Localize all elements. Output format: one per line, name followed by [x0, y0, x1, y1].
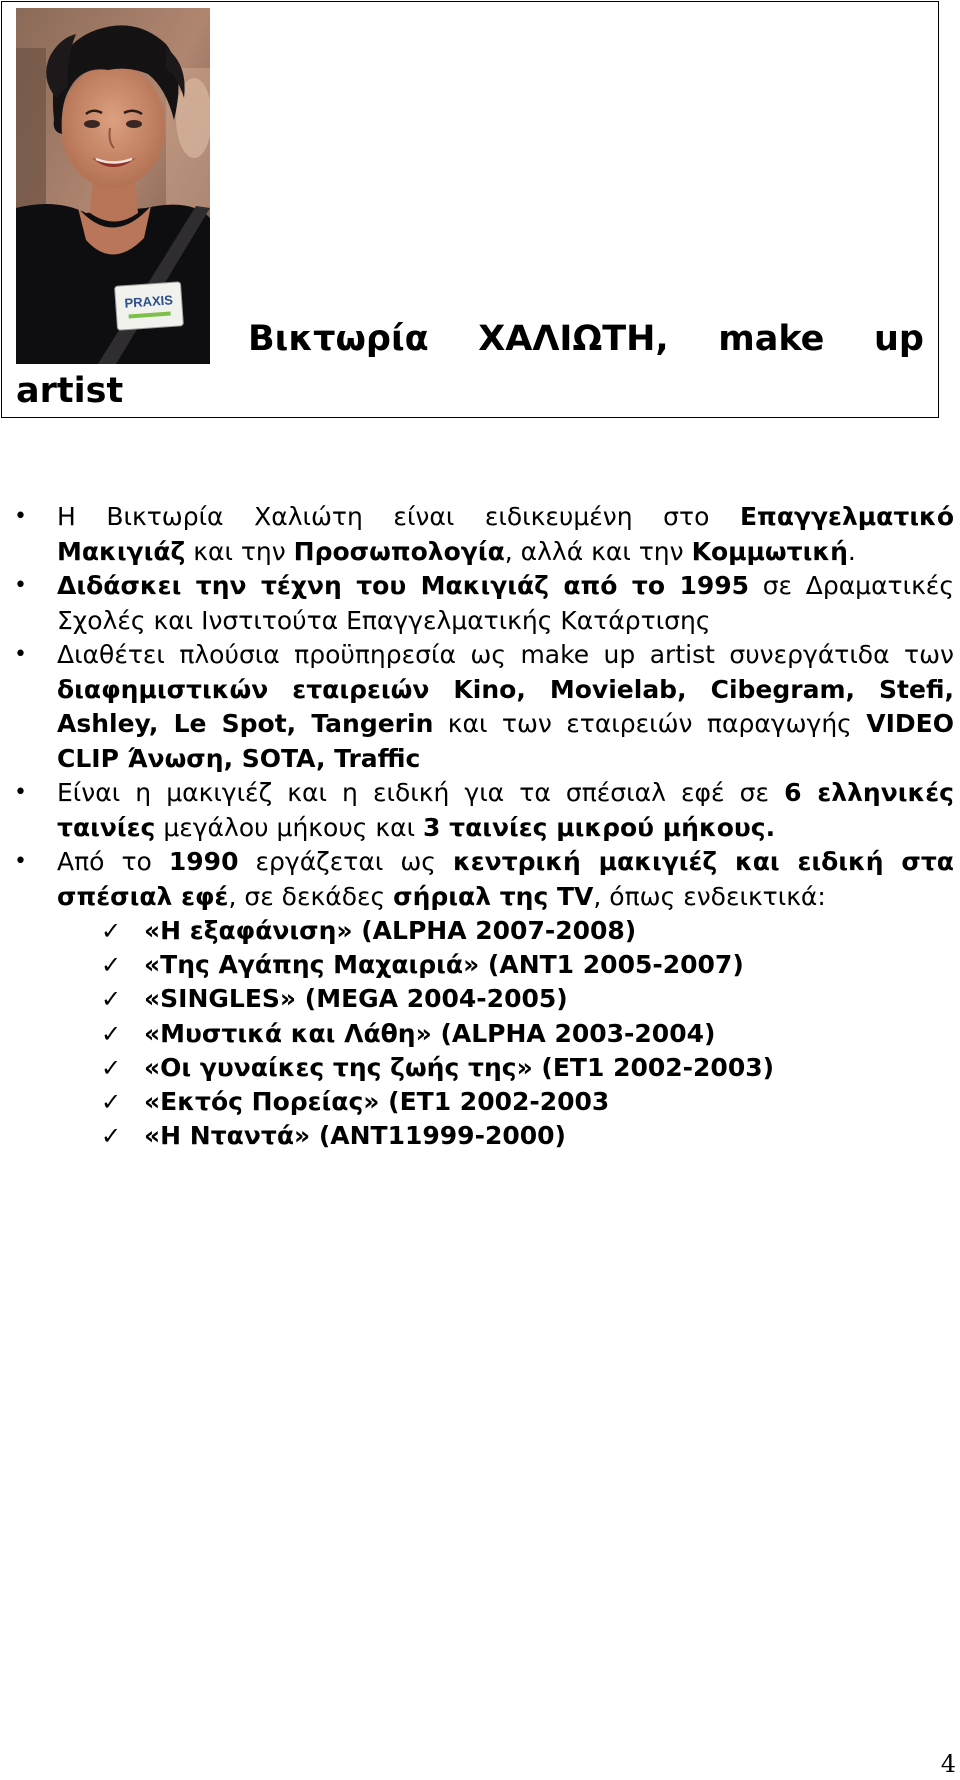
tv-series-text: «Εκτός Πορείας» (ET1 2002-2003 [144, 1087, 610, 1117]
text-run: . [847, 536, 856, 566]
face [61, 64, 165, 188]
bullet-item [0, 845, 960, 1153]
title-line1 [248, 319, 924, 359]
checkmark-icon: ✓ [101, 1019, 122, 1048]
bold-text-run: κεντρική μακιγιέζ και ειδική στα σπέσιαλ εφέ [57, 847, 954, 911]
bold-text-run: Διδάσκει την τέχνη του Μακιγιάζ από το 1995 [57, 571, 750, 600]
tv-series-text: «Η Νταντά» (ANT11999-2000) [144, 1121, 566, 1151]
text-run: Είναι η μακιγιέζ και η ειδική για τα σπέσιαλ εφέ σε [57, 778, 785, 807]
tv-series-item [0, 948, 954, 982]
portrait-photo [16, 8, 210, 364]
tv-series-text: «Οι γυναίκες της ζωής της» (ET1 2002-2003) [144, 1052, 775, 1082]
bold-text-run: διαφημιστικών εταιρειών Kino, Movielab, Cibegram, Stefi, Ashley, Le Spot, Tangerin [57, 674, 954, 738]
checkmark-icon: ✓ [101, 1122, 122, 1151]
bold-text-run: 1990 [168, 847, 239, 876]
text-run: και των εταιρειών παραγωγής [433, 709, 867, 738]
tv-series-text: «Η εξαφάνιση» (ALPHA 2007-2008) [144, 916, 637, 945]
tv-series-text: «Της Αγάπης Μαχαιριά» (ANT1 2005-2007) [144, 950, 744, 980]
checkmark-icon: ✓ [101, 951, 122, 980]
bold-text-run: Κομμωτική [691, 536, 848, 566]
text-run: , αλλά και την [504, 536, 692, 566]
title-word: make [718, 319, 825, 359]
checkmark-icon: ✓ [101, 917, 122, 945]
tv-series-item [0, 982, 954, 1016]
checkmark-icon: ✓ [101, 1053, 122, 1082]
bold-text-run: VIDEO CLIP Άνωση, SOTA, Traffic [57, 709, 954, 773]
checkmark-icon: ✓ [101, 985, 122, 1014]
bullet-item [0, 569, 960, 638]
badge [115, 282, 184, 330]
text-run: Από το [57, 847, 169, 876]
bullet-list [0, 500, 960, 1153]
title-word: up [874, 319, 924, 359]
badge-text: PRAXIS [124, 292, 174, 311]
bullet-item [0, 500, 960, 569]
text-run: , όπως ενδεικτικά: [593, 881, 826, 911]
text-run: , σε δεκάδες [228, 881, 394, 911]
checkmark-icon: ✓ [101, 1088, 122, 1117]
text-run: μεγάλου μήκους και [155, 812, 424, 842]
bullet-item [0, 776, 960, 845]
tv-series-item [0, 1119, 954, 1153]
tv-series-list [0, 914, 954, 1153]
text-run: εργάζεται ως [238, 847, 453, 876]
bullet-item [0, 638, 960, 776]
bold-text-run: σήριαλ της TV [393, 881, 594, 911]
text-run: και την [185, 536, 294, 566]
header-box [1, 1, 939, 418]
text-run: σε Δραματικές Σχολές και Ινστιτούτα Επαγγελματικής Κατάρτισης [57, 571, 954, 635]
tv-series-text: «Μυστικά και Λάθη» (ALPHA 2003-2004) [144, 1018, 716, 1048]
title-word: Βικτωρία [248, 319, 429, 359]
bold-text-run: 3 ταινίες μικρού μήκους. [423, 812, 776, 842]
text-run: Η Βικτωρία Χαλιώτη είναι ειδικευμένη στο [57, 502, 740, 531]
tv-series-text: «SINGLES» (MEGA 2004-2005) [144, 984, 568, 1014]
bold-text-run: Προσωπολογία [293, 536, 505, 566]
tv-series-wrapper [0, 914, 954, 1153]
tv-series-item [0, 1085, 954, 1119]
tv-series-item [0, 914, 954, 948]
tv-series-item [0, 1051, 954, 1085]
title-word: ΧΑΛΙΩΤΗ, [478, 319, 669, 359]
bold-text-run: Επαγγελματικό Μακιγιάζ [57, 502, 954, 566]
text-run: Διαθέτει πλούσια προϋπηρεσία ως make up artist συνεργάτιδα των [57, 640, 954, 669]
bold-text-run: 6 ελληνικές ταινίες [57, 778, 954, 842]
tv-series-item [0, 1017, 954, 1051]
title-line2: artist [16, 371, 124, 411]
page-number: 4 [940, 1750, 956, 1778]
